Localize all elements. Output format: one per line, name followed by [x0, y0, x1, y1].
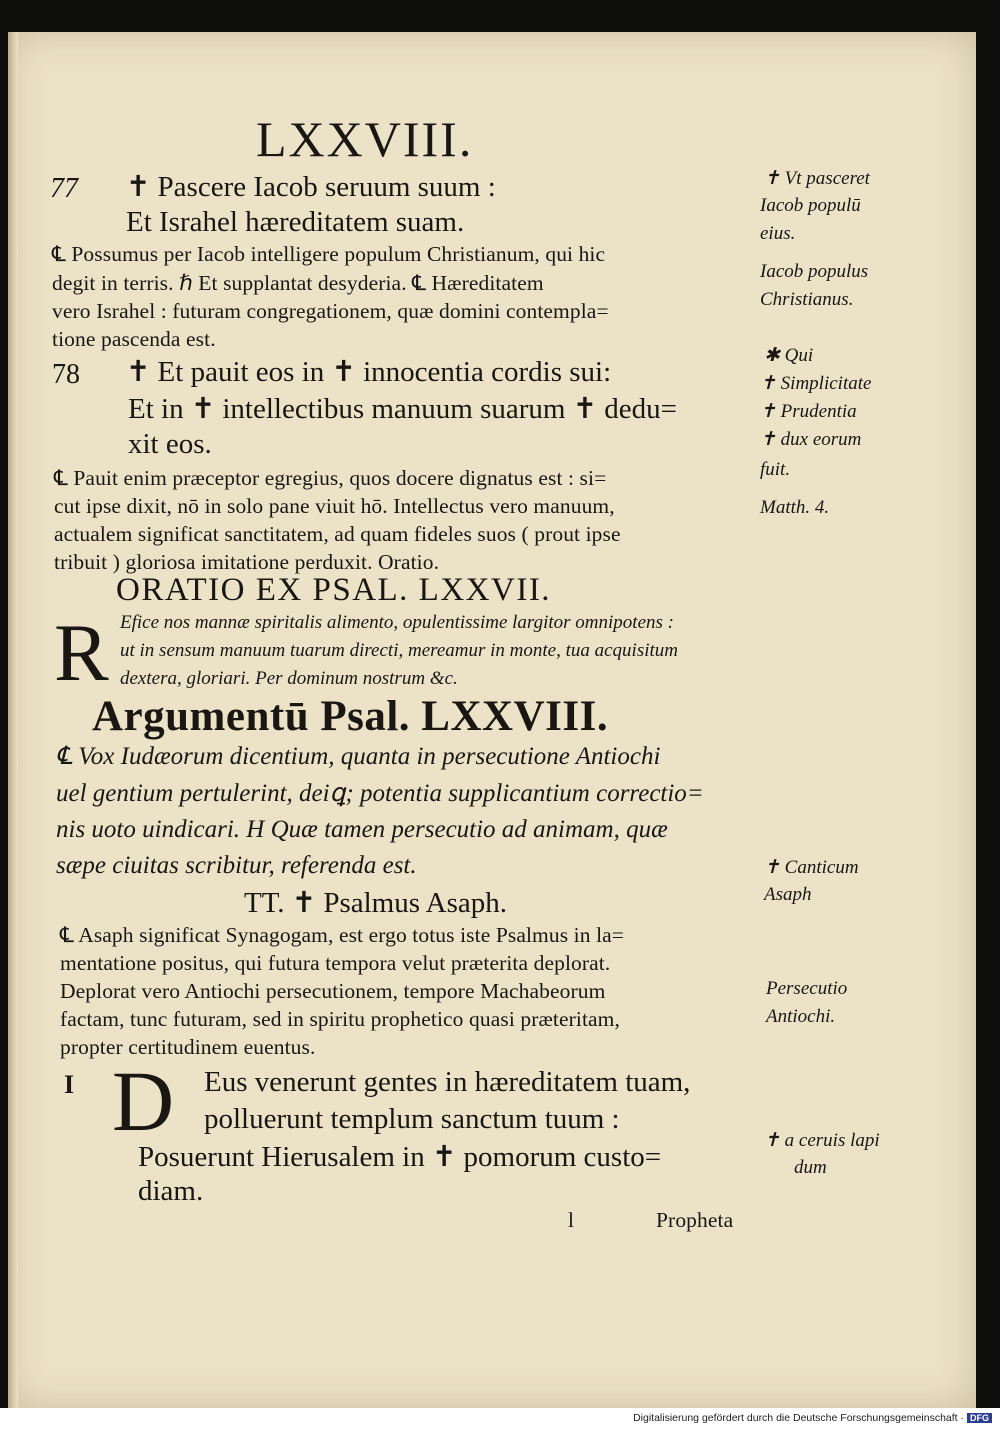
margin-note: Matth. 4. — [760, 497, 830, 518]
argument-heading: Argumentū Psal. LXXVIII. — [92, 693, 609, 740]
commentary-line: ℄ Possumus per Iacob intelligere populum Christianum, qui hic — [52, 242, 606, 266]
margin-note: Persecutio — [766, 978, 848, 999]
verse-line: ✝ Pascere Iacob seruum suum : — [126, 171, 496, 203]
argument-line: sæpe ciuitas scribitur, referenda est. — [56, 852, 417, 879]
dfg-logo: DFG — [967, 1413, 992, 1423]
commentary-line: factam, tunc futuram, sed in spiritu prophetico quasi præteritam, — [60, 1007, 620, 1031]
margin-note: ✝ Simplicitate — [760, 373, 872, 394]
margin-note: dum — [794, 1157, 827, 1178]
commentary-line: ℄ Pauit enim præceptor egregius, quos docere dignatus est : si= — [54, 466, 607, 490]
catchword: Propheta — [656, 1208, 734, 1232]
margin-note: Asaph — [764, 884, 812, 905]
margin-note: ✝ dux eorum — [760, 429, 862, 450]
margin-note: ✝ Prudentia — [760, 401, 857, 422]
verse-number: 78 — [52, 359, 80, 390]
margin-note: fuit. — [760, 459, 791, 480]
verse-line: Et in ✝ intellectibus manuum suarum ✝ dedu= — [128, 393, 678, 425]
verse-line: diam. — [138, 1175, 204, 1207]
margin-note: Christianus. — [760, 289, 854, 310]
drop-cap-initial: D — [112, 1053, 175, 1149]
margin-note: ✱ Qui — [764, 345, 814, 366]
psalm-number-title: LXXVIII. — [256, 111, 474, 167]
margin-note: Antiochi. — [766, 1006, 836, 1027]
commentary-line: mentatione positus, qui futura tempora velut præterita deplorat. — [60, 951, 611, 975]
verse-line: Eus venerunt gentes in hæreditatem tuam, — [204, 1066, 691, 1098]
verse-line: xit eos. — [128, 428, 212, 460]
verse-number: I — [64, 1070, 75, 1099]
commentary-line: degit in terris. ℏ Et supplantat desyderia. ℄ Hæreditatem — [52, 271, 544, 295]
margin-note: ✝ Vt pasceret — [764, 168, 870, 189]
digitization-credit — [633, 1412, 992, 1424]
commentary-line: tione pascenda est. — [52, 327, 216, 351]
verse-line: Posuerunt Hierusalem in ✝ pomorum custo= — [138, 1141, 662, 1173]
credit-text: Digitalisierung gefördert durch die Deutsche Forschungsgemeinschaft · — [633, 1412, 964, 1424]
verse-line: ✝ Et pauit eos in ✝ innocentia cordis sui: — [126, 356, 612, 388]
commentary-line: cut ipse dixit, nō in solo pane viuit hō. Intellectus vero manuum, — [54, 494, 615, 518]
verse-line: polluerunt templum sanctum tuum : — [204, 1103, 620, 1135]
book-page — [8, 32, 976, 1408]
page-gutter-shadow — [8, 32, 18, 1408]
oratio-heading: ORATIO EX PSAL. LXXVII. — [116, 572, 552, 608]
drop-cap-initial: R — [54, 607, 109, 698]
commentary-line: Deplorat vero Antiochi persecutionem, tempore Machabeorum — [60, 979, 606, 1003]
commentary-line: ℄ Asaph significat Synagogam, est ergo totus iste Psalmus in la= — [60, 923, 625, 947]
margin-note: Iacob populū — [760, 195, 861, 216]
argument-line: ℄ Vox Iudæorum dicentium, quanta in persecutione Antiochi — [56, 743, 661, 770]
margin-note: ✝ a ceruis lapi — [764, 1130, 880, 1151]
commentary-line: vero Israhel : futuram congregationem, quæ domini contempla= — [52, 299, 609, 323]
commentary-line: actualem significat sanctitatem, ad quam fideles suos ( prout ipse — [54, 522, 621, 546]
verse-line: Et Israhel hæreditatem suam. — [126, 206, 465, 238]
prayer-line: Efice nos mannæ spiritalis alimento, opulentissime largitor omnipotens : — [120, 612, 674, 633]
prayer-line: dextera, gloriari. Per dominum nostrum &c. — [120, 668, 458, 689]
verse-number: 77 — [50, 173, 78, 204]
psalm-superscription: TT. ✝ Psalmus Asaph. — [244, 887, 508, 919]
margin-note: Iacob populus — [760, 261, 869, 282]
commentary-line: propter certitudinem euentus. — [60, 1035, 316, 1059]
signature-mark: l — [568, 1208, 575, 1232]
argument-line: uel gentium pertulerint, deiꝗ; potentia supplicantium correctio= — [56, 780, 704, 807]
margin-note: ✝ Canticum — [764, 857, 859, 878]
prayer-line: ut in sensum manuum tuarum directi, mereamur in monte, tua acquisitum — [120, 640, 678, 661]
argument-line: nis uoto uindicari. H Quæ tamen persecutio ad animam, quæ — [56, 816, 668, 843]
commentary-line: tribuit ) gloriosa imitatione perduxit. Oratio. — [54, 550, 440, 574]
margin-note: eius. — [760, 223, 796, 244]
